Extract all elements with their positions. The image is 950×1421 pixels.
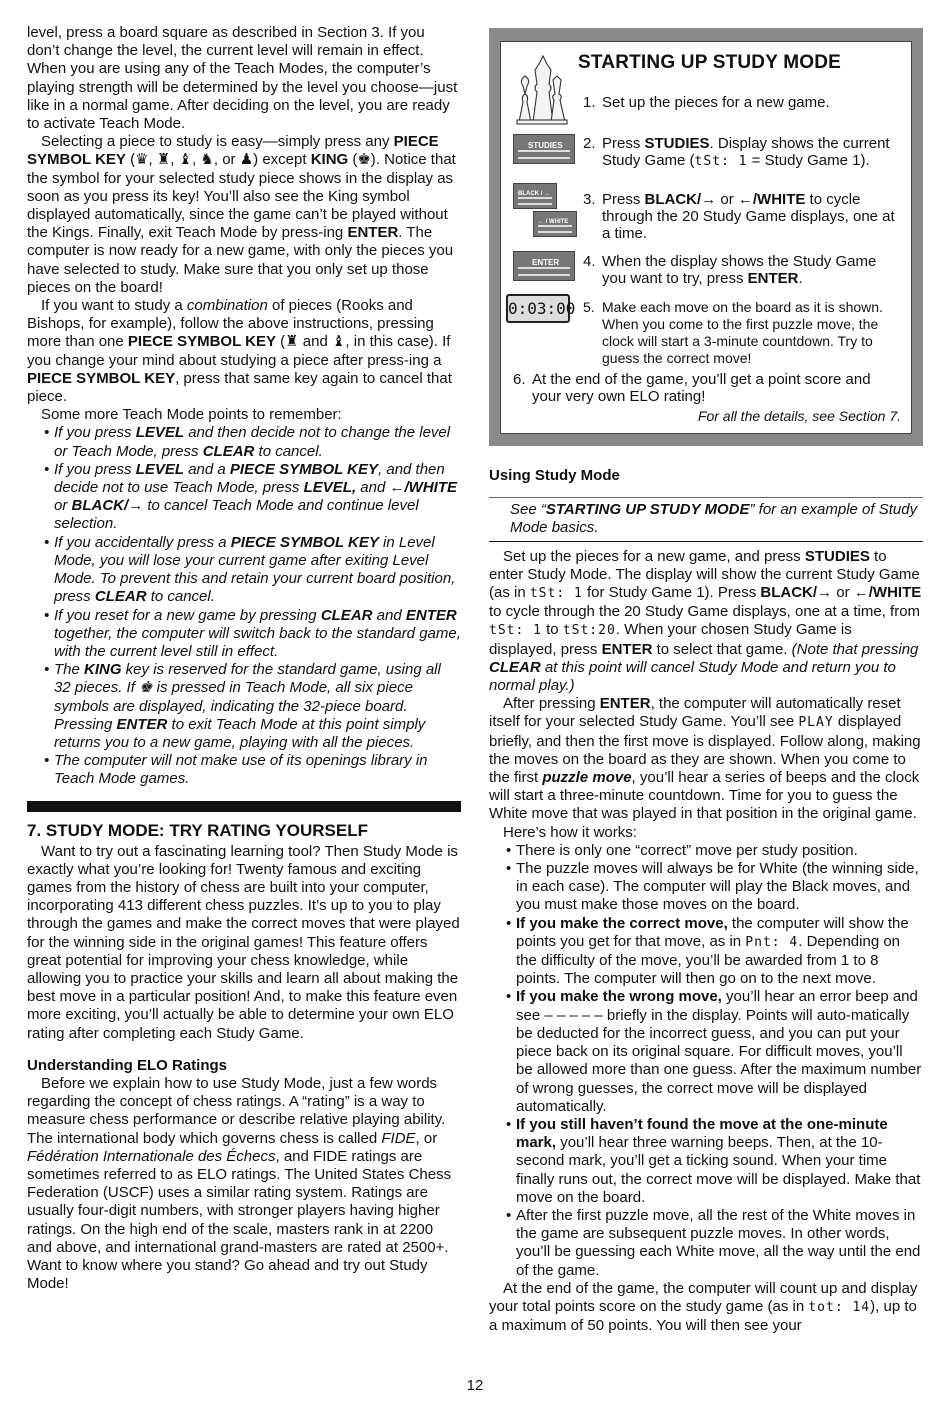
list-item: • If you press LEVEL and a PIECE SYMBOL KEY, and then decide not to use Teach Mode, press LEVEL, and ←/WHITE or BLACK/→ to cancel Teach Mode and continue level selection.	[27, 461, 461, 534]
step-5: 5. Make each move on the board as it is shown. When you come to the first puzzle move, the clock will start a 3-minute countdown. Try to guess the correct move!	[583, 299, 883, 366]
list-item: • The KING key is reserved for the standard game, using all 32 pieces. If ♚ is pressed in Teach Mode, all six piece symbols are displayed, indicating the 32-piece board. Pressing ENTER to exit Teach Mode at this point simply returns you to a new game, playing with all the pieces.	[27, 661, 461, 752]
list-item: • If you make the correct move, the computer will show the points you get for that move, as in Pnt: 4. Depending on the difficulty of the move, you’ll be awarded from 1 to 8 points. The computer will then go on to the next move.	[489, 915, 923, 989]
right-column	[489, 467, 923, 1335]
step-3: 3. Press BLACK/→ or ←/WHITE to cycle through the 20 Study Game displays, one at a time.	[583, 191, 895, 242]
paragraph: Set up the pieces for a new game, and press STUDIES to enter Study Mode. The display will show the current Study Game (as in tSt: 1 for Study Game 1). Press BLACK/→ or ←/WHITE to cycle through the 20 Study Game displays, one at a time, from tSt: 1 to tSt:20. When your chosen Study Game is displayed, press ENTER to select that game. (Note that pressing CLEAR at this point will cancel Study Mode and return you to normal play.)	[489, 547, 922, 695]
clock-display: 0:03:00	[506, 294, 570, 323]
list-item: • If you reset for a new game by pressing CLEAR and ENTER together, the computer will switch back to the standard game, with the current level still in effect.	[27, 607, 461, 662]
box-footnote: For all the details, see Section 7.	[697, 407, 901, 424]
list-item: • There is only one “correct” move per study position.	[489, 842, 923, 860]
chess-pieces-icon	[513, 50, 571, 126]
how-it-works-list	[489, 842, 923, 1280]
paragraph: If you want to study a combination of pieces (Rooks and Bishops, for example), follow the above instructions, pressing more than one PIECE SYMBOL KEY (♜ and ♝, in this case). If you change your mind about studying a piece after press-ing a PIECE SYMBOL KEY, press that same key again to cancel that piece.	[27, 297, 452, 406]
list-item: • The computer will not make use of its openings library in Teach Mode games.	[27, 752, 461, 788]
box-title: STARTING UP STUDY MODE	[578, 52, 842, 73]
subheading: Understanding ELO Ratings	[27, 1056, 228, 1074]
paragraph: Want to try out a fascinating learning tool? Then Study Mode is exactly what you’re looking for! Twenty famous and exciting games from the history of chess are built into your computer, incorporating 413 different chess puzzles. It’s up to you to play through the games and make the correct moves that were played for the winning side in the original games! This feature offers great potential for improving your chess knowledge, while allowing you to practice your skills and learn all about making the best move in a particular position! And, to make this feature even more exciting, you’ll actually be able to determine your own ELO rating after completing each Study Game.	[27, 842, 460, 1042]
paragraph: After pressing ENTER, the computer will automatically reset itself for your selected Study Game. You’ll see PLAY displayed briefly, and then the first move is displayed. Follow along, making the moves on the board as they are shown. When you come to the first puzzle move, you’ll hear a series of beeps and the clock will start a three-minute countdown. Time for you to guess the White move that was played in that position in the original game.	[489, 695, 921, 823]
subheading: Using Study Mode	[489, 467, 620, 484]
section-divider	[27, 801, 461, 812]
list-item: • After the first puzzle move, all the rest of the White moves in the game are subsequent puzzle moves. In other words, you’ll be guessing each White move, all the way until the end of the game.	[489, 1207, 923, 1280]
black-key: BLACK / →	[513, 183, 557, 209]
step-4: 4. When the display shows the Study Game you want to try, press ENTER.	[583, 253, 877, 287]
paragraph: Selecting a piece to study is easy—simply press any PIECE SYMBOL KEY (♛, ♜, ♝, ♞, or ♟) except KING (♚). Notice that the symbol for your selected study piece shows in the display as soon as you press its key! You’ll also see the King symbol displayed automatically, since the game can’t be played without the Kings. Finally, exit Teach Mode by press-ing ENTER. The computer is now ready for a new game, with only the pieces you have selected to study. Make sure that you only set up those pieces on the board!	[27, 133, 456, 296]
paragraph: Some more Teach Mode points to remember:	[41, 406, 342, 424]
paragraph: At the end of the game, the computer will count up and display your total points score on the study game (as in tot: 14), up to a maximum of 50 points. You will then see your	[489, 1279, 918, 1335]
section-title: 7. STUDY MODE: TRY RATING YOURSELF	[27, 820, 368, 840]
studies-key: STUDIES	[513, 134, 575, 164]
teach-mode-list	[27, 424, 461, 788]
list-item: • If you press LEVEL and then decide not to change the level or Teach Mode, press CLEAR to cancel.	[27, 424, 461, 460]
step-2: 2. Press STUDIES. Display shows the current Study Game (tSt: 1 = Study Game 1).	[583, 135, 890, 169]
list-item: • If you make the wrong move, you’ll hear an error beep and see – – – – – briefly in the display. Points will auto-matically be deducted for the incorrect guess, and you can put your piece back on its original square. For difficult moves, you’ll be allowed more than one guess. After the maximum number of wrong guesses, the correct move will be displayed automatically.	[489, 988, 923, 1115]
step-6: 6. At the end of the game, you’ll get a point score and your very own ELO rating!	[513, 371, 871, 405]
list-item: • If you still haven’t found the move at the one-minute mark, you’ll hear three warning beeps. Then, at the 10-second mark, you’ll get a ticking sound. When your time finally runs out, the correct move will be displayed. Make that move on the board.	[489, 1116, 923, 1207]
list-item: • If you accidentally press a PIECE SYMBOL KEY in Level Mode, you will lose your current game after exiting Level Mode. To prevent this and retain your current board position, press CLEAR to cancel.	[27, 534, 461, 607]
left-column	[27, 24, 461, 1293]
page-number: 12	[466, 1377, 484, 1394]
list-item: • The puzzle moves will always be for White (the winning side, in each case). The computer will play the Black moves, and you must make those moves on the board.	[489, 860, 923, 915]
paragraph: level, press a board square as described in Section 3. If you don’t change the level, the current level will remain in effect. When you are using any of the Teach Modes, the computer’s playing strength will be determined by the level you choose—just like in a normal game. After deciding on the level, you are ready to activate Teach Mode.	[27, 24, 458, 133]
box-panel	[500, 41, 912, 434]
see-note: See “STARTING UP STUDY MODE” for an example of Study Mode basics.	[489, 497, 923, 541]
chess-pieces-illustration	[513, 50, 571, 126]
paragraph: Here’s how it works:	[503, 823, 637, 841]
starting-up-study-mode-box	[489, 28, 923, 446]
paragraph: Before we explain how to use Study Mode, just a few words regarding the concept of chess ratings. A “rating” is a way to measure chess performance or describe relative playing ability. The international body which governs chess is called FIDE, or Fédération Internationale des Échecs, and FIDE ratings are sometimes referred to as ELO ratings. The United States Chess Federation (USCF) uses a similar rating system. Ratings are usually four-digit numbers, with stronger players having higher ratings. On the high end of the scale, masters rank in at 2200 and above, and international grand-masters are rated at 2500+. Want to know where you stand? Go ahead and try out Study Mode!	[27, 1074, 452, 1293]
step-1: 1. Set up the pieces for a new game.	[583, 94, 830, 111]
white-key: ← / WHITE	[533, 211, 577, 237]
enter-key: ENTER	[513, 251, 575, 281]
